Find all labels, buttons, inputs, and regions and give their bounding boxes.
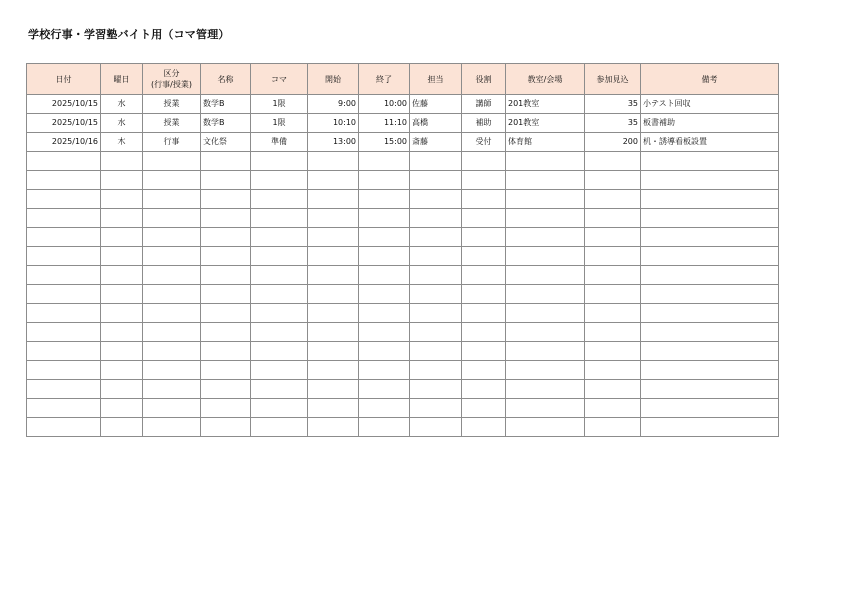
cell-notes[interactable]: 板書補助 [641,114,779,133]
empty-cell[interactable] [359,228,410,247]
empty-cell[interactable] [641,266,779,285]
empty-cell[interactable] [308,323,359,342]
empty-table-row [27,342,779,361]
empty-cell[interactable] [308,266,359,285]
column-header-date: 日付 [27,64,101,95]
empty-cell[interactable] [308,399,359,418]
empty-cell[interactable] [585,399,641,418]
empty-cell[interactable] [359,152,410,171]
empty-cell[interactable] [462,399,506,418]
cell-notes[interactable]: 小テスト回収 [641,95,779,114]
empty-cell[interactable] [506,190,585,209]
empty-cell[interactable] [251,266,308,285]
empty-cell[interactable] [101,399,143,418]
empty-cell[interactable] [201,228,251,247]
empty-cell[interactable] [101,304,143,323]
empty-cell[interactable] [101,418,143,437]
empty-cell[interactable] [410,247,462,266]
empty-cell[interactable] [410,285,462,304]
empty-cell[interactable] [101,266,143,285]
empty-cell[interactable] [101,228,143,247]
empty-cell[interactable] [359,361,410,380]
empty-cell[interactable] [585,285,641,304]
empty-cell[interactable] [641,152,779,171]
schedule-table [26,63,779,437]
empty-cell[interactable] [27,285,101,304]
empty-cell[interactable] [585,418,641,437]
empty-cell[interactable] [506,266,585,285]
empty-cell[interactable] [101,171,143,190]
empty-cell[interactable] [27,228,101,247]
empty-cell[interactable] [251,190,308,209]
empty-cell[interactable] [410,399,462,418]
empty-table-row [27,228,779,247]
empty-cell[interactable] [251,209,308,228]
empty-cell[interactable] [201,380,251,399]
page-title: 学校行事・学習塾バイト用（コマ管理） [28,28,230,41]
column-header-role: 役割 [462,64,506,95]
column-header-end: 終了 [359,64,410,95]
empty-cell[interactable] [410,190,462,209]
empty-cell[interactable] [201,285,251,304]
empty-table-row [27,399,779,418]
empty-cell[interactable] [143,228,201,247]
empty-cell[interactable] [143,323,201,342]
cell-notes[interactable]: 机・誘導看板設置 [641,133,779,152]
empty-cell[interactable] [359,304,410,323]
empty-cell[interactable] [27,323,101,342]
cell-weekday[interactable]: 水 [101,95,143,114]
cell-room[interactable]: 体育館 [506,133,585,152]
empty-cell[interactable] [641,323,779,342]
column-header-attendance: 参加見込 [585,64,641,95]
empty-cell[interactable] [585,152,641,171]
empty-cell[interactable] [585,323,641,342]
empty-cell[interactable] [641,209,779,228]
empty-cell[interactable] [359,323,410,342]
empty-table-row [27,418,779,437]
empty-cell[interactable] [506,247,585,266]
cell-attendance[interactable]: 35 [585,114,641,133]
empty-table-row [27,190,779,209]
empty-cell[interactable] [410,418,462,437]
empty-cell[interactable] [143,342,201,361]
cell-name[interactable]: 数学B [201,114,251,133]
cell-name[interactable]: 文化祭 [201,133,251,152]
empty-cell[interactable] [462,380,506,399]
empty-cell[interactable] [410,323,462,342]
empty-cell[interactable] [101,209,143,228]
empty-table-row [27,247,779,266]
empty-cell[interactable] [201,266,251,285]
empty-cell[interactable] [506,171,585,190]
column-header-period: コマ [251,64,308,95]
cell-end[interactable]: 11:10 [359,114,410,133]
empty-cell[interactable] [410,361,462,380]
empty-cell[interactable] [251,418,308,437]
cell-date[interactable]: 2025/10/15 [27,114,101,133]
empty-cell[interactable] [27,266,101,285]
cell-role[interactable]: 講師 [462,95,506,114]
empty-cell[interactable] [201,342,251,361]
cell-room[interactable]: 201教室 [506,95,585,114]
empty-cell[interactable] [251,247,308,266]
empty-cell[interactable] [359,190,410,209]
empty-table-row [27,171,779,190]
empty-cell[interactable] [506,285,585,304]
empty-cell[interactable] [506,209,585,228]
empty-cell[interactable] [410,304,462,323]
empty-cell[interactable] [101,152,143,171]
cell-attendance[interactable]: 200 [585,133,641,152]
empty-table-row [27,209,779,228]
empty-cell[interactable] [308,209,359,228]
cell-start[interactable]: 13:00 [308,133,359,152]
empty-cell[interactable] [462,285,506,304]
cell-weekday[interactable]: 木 [101,133,143,152]
cell-date[interactable]: 2025/10/15 [27,95,101,114]
empty-cell[interactable] [585,380,641,399]
empty-cell[interactable] [251,380,308,399]
empty-cell[interactable] [585,228,641,247]
empty-cell[interactable] [201,323,251,342]
empty-cell[interactable] [308,380,359,399]
empty-cell[interactable] [410,209,462,228]
empty-cell[interactable] [641,418,779,437]
empty-cell[interactable] [462,209,506,228]
empty-cell[interactable] [143,171,201,190]
cell-staff[interactable]: 斎藤 [410,133,462,152]
empty-cell[interactable] [359,418,410,437]
empty-cell[interactable] [308,361,359,380]
empty-cell[interactable] [27,380,101,399]
empty-cell[interactable] [143,190,201,209]
empty-cell[interactable] [410,342,462,361]
empty-cell[interactable] [359,285,410,304]
empty-cell[interactable] [585,266,641,285]
empty-cell[interactable] [585,304,641,323]
empty-cell[interactable] [143,285,201,304]
cell-name[interactable]: 数学B [201,95,251,114]
empty-cell[interactable] [201,152,251,171]
column-header-start: 開始 [308,64,359,95]
column-header-notes: 備考 [641,64,779,95]
cell-staff[interactable]: 高橋 [410,114,462,133]
empty-cell[interactable] [27,361,101,380]
empty-cell[interactable] [506,342,585,361]
empty-cell[interactable] [27,209,101,228]
empty-cell[interactable] [201,190,251,209]
empty-cell[interactable] [143,380,201,399]
cell-category[interactable]: 行事 [143,133,201,152]
cell-category[interactable]: 授業 [143,114,201,133]
empty-cell[interactable] [641,361,779,380]
empty-cell[interactable] [462,342,506,361]
empty-cell[interactable] [359,380,410,399]
empty-cell[interactable] [101,190,143,209]
cell-room[interactable]: 201教室 [506,114,585,133]
empty-cell[interactable] [27,171,101,190]
empty-cell[interactable] [359,342,410,361]
empty-cell[interactable] [101,342,143,361]
empty-cell[interactable] [359,171,410,190]
empty-cell[interactable] [251,152,308,171]
empty-cell[interactable] [506,380,585,399]
empty-cell[interactable] [308,171,359,190]
empty-cell[interactable] [462,266,506,285]
empty-cell[interactable] [462,247,506,266]
empty-cell[interactable] [410,228,462,247]
empty-cell[interactable] [506,152,585,171]
column-header-room: 教室/会場 [506,64,585,95]
empty-cell[interactable] [585,247,641,266]
empty-cell[interactable] [462,171,506,190]
empty-cell[interactable] [251,285,308,304]
empty-cell[interactable] [410,152,462,171]
empty-cell[interactable] [462,228,506,247]
empty-cell[interactable] [585,342,641,361]
empty-cell[interactable] [27,152,101,171]
cell-role[interactable]: 補助 [462,114,506,133]
cell-period[interactable]: 1限 [251,95,308,114]
table-row [27,95,779,114]
cell-weekday[interactable]: 水 [101,114,143,133]
empty-cell[interactable] [201,171,251,190]
empty-cell[interactable] [201,247,251,266]
empty-cell[interactable] [27,399,101,418]
cell-period[interactable]: 1限 [251,114,308,133]
empty-cell[interactable] [641,247,779,266]
empty-cell[interactable] [143,399,201,418]
empty-cell[interactable] [462,152,506,171]
empty-cell[interactable] [201,361,251,380]
empty-cell[interactable] [410,380,462,399]
table-row [27,133,779,152]
empty-cell[interactable] [641,171,779,190]
empty-cell[interactable] [251,304,308,323]
empty-cell[interactable] [506,418,585,437]
empty-cell[interactable] [359,266,410,285]
empty-cell[interactable] [506,323,585,342]
empty-table-row [27,304,779,323]
empty-cell[interactable] [251,228,308,247]
empty-table-row [27,323,779,342]
empty-cell[interactable] [308,285,359,304]
empty-cell[interactable] [201,399,251,418]
empty-cell[interactable] [462,304,506,323]
empty-table-row [27,380,779,399]
empty-cell[interactable] [462,323,506,342]
empty-cell[interactable] [101,285,143,304]
empty-cell[interactable] [251,342,308,361]
empty-cell[interactable] [101,361,143,380]
empty-cell[interactable] [641,228,779,247]
empty-cell[interactable] [27,190,101,209]
empty-cell[interactable] [201,418,251,437]
header-row [27,64,779,95]
cell-end[interactable]: 10:00 [359,95,410,114]
empty-table-row [27,361,779,380]
empty-cell[interactable] [143,266,201,285]
empty-cell[interactable] [641,304,779,323]
empty-cell[interactable] [308,228,359,247]
empty-cell[interactable] [462,190,506,209]
cell-attendance[interactable]: 35 [585,95,641,114]
empty-cell[interactable] [359,247,410,266]
cell-start[interactable]: 10:10 [308,114,359,133]
empty-cell[interactable] [359,399,410,418]
empty-cell[interactable] [506,304,585,323]
empty-cell[interactable] [143,304,201,323]
empty-cell[interactable] [359,209,410,228]
empty-cell[interactable] [506,361,585,380]
empty-cell[interactable] [143,418,201,437]
empty-cell[interactable] [308,247,359,266]
cell-role[interactable]: 受付 [462,133,506,152]
cell-category[interactable]: 授業 [143,95,201,114]
empty-cell[interactable] [101,380,143,399]
empty-cell[interactable] [308,418,359,437]
table-row [27,114,779,133]
empty-cell[interactable] [101,247,143,266]
empty-cell[interactable] [641,190,779,209]
empty-cell[interactable] [27,342,101,361]
cell-staff[interactable]: 佐藤 [410,95,462,114]
empty-cell[interactable] [410,171,462,190]
empty-cell[interactable] [641,342,779,361]
empty-cell[interactable] [27,418,101,437]
empty-cell[interactable] [308,342,359,361]
empty-cell[interactable] [101,323,143,342]
column-header-weekday: 曜日 [101,64,143,95]
empty-table-row [27,152,779,171]
column-header-category: 区分 (行事/授業) [143,64,201,95]
empty-cell[interactable] [251,323,308,342]
empty-cell[interactable] [585,209,641,228]
empty-cell[interactable] [27,304,101,323]
empty-cell[interactable] [27,247,101,266]
empty-cell[interactable] [143,361,201,380]
empty-cell[interactable] [143,247,201,266]
table-body [27,95,779,437]
empty-cell[interactable] [585,190,641,209]
cell-date[interactable]: 2025/10/16 [27,133,101,152]
empty-cell[interactable] [143,152,201,171]
empty-cell[interactable] [641,380,779,399]
empty-cell[interactable] [506,399,585,418]
empty-cell[interactable] [641,285,779,304]
column-header-staff: 担当 [410,64,462,95]
empty-cell[interactable] [641,399,779,418]
empty-table-row [27,266,779,285]
empty-cell[interactable] [201,209,251,228]
empty-table-row [27,285,779,304]
empty-cell[interactable] [308,190,359,209]
empty-cell[interactable] [462,418,506,437]
empty-cell[interactable] [462,361,506,380]
cell-end[interactable]: 15:00 [359,133,410,152]
column-header-name: 名称 [201,64,251,95]
empty-cell[interactable] [506,228,585,247]
empty-cell[interactable] [251,171,308,190]
cell-start[interactable]: 9:00 [308,95,359,114]
empty-cell[interactable] [308,304,359,323]
empty-cell[interactable] [308,152,359,171]
empty-cell[interactable] [585,361,641,380]
empty-cell[interactable] [251,361,308,380]
empty-cell[interactable] [201,304,251,323]
cell-period[interactable]: 準備 [251,133,308,152]
empty-cell[interactable] [585,171,641,190]
empty-cell[interactable] [410,266,462,285]
empty-cell[interactable] [143,209,201,228]
empty-cell[interactable] [251,399,308,418]
